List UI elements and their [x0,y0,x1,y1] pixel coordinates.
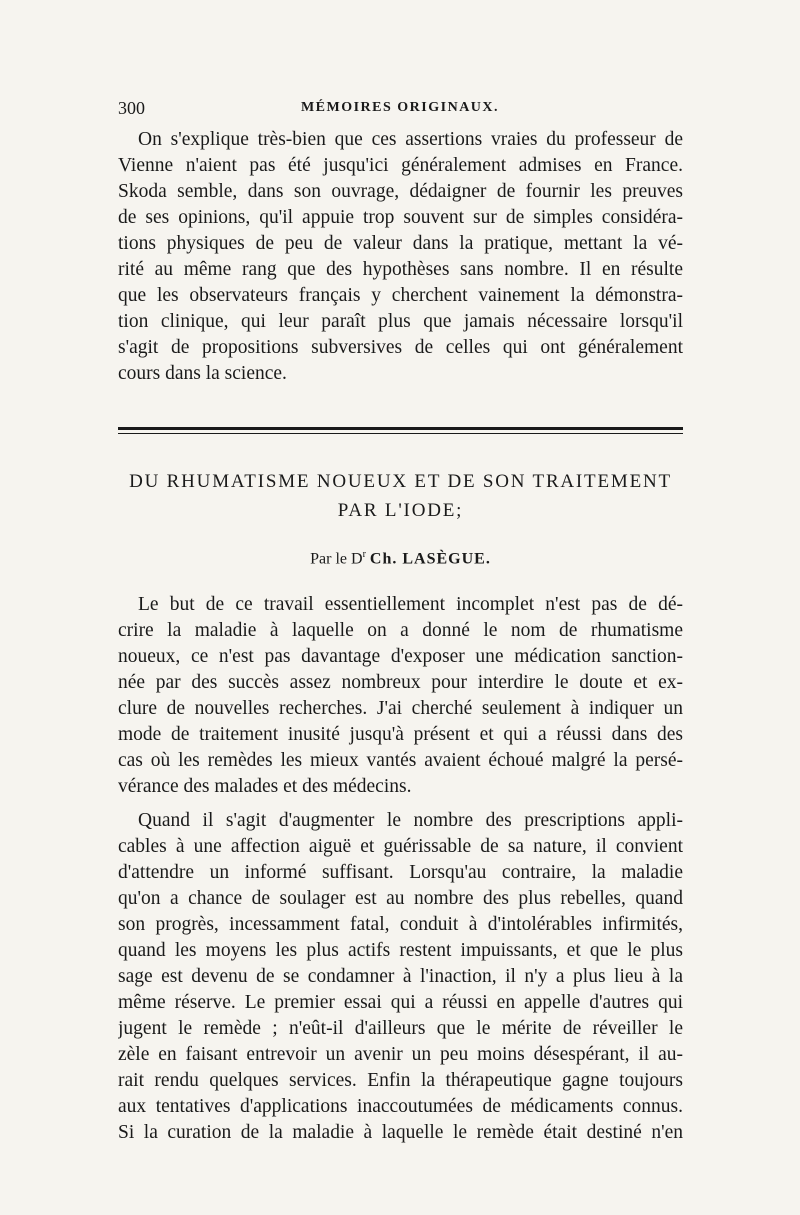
text-line: Quand il s'agit d'augmenter le nombre des prescriptions appli- [138,810,683,831]
byline-prefix: Par le D [310,550,363,568]
divider-thin-rule [118,433,683,434]
text-line: Si la curation de la maladie à laquelle le remède était destiné n'en [118,1122,683,1143]
text-line: son progrès, incessamment fatal, conduit à d'intolérables infirmités, [118,914,683,935]
intro-paragraph [118,127,683,387]
text-line: rait rendu quelques services. Enfin la thérapeutique gagne toujours [118,1070,683,1091]
page-number: 300 [118,98,145,118]
byline-superscript: r [362,549,366,560]
article-title-line-2: PAR L'IODE; [337,500,464,521]
article-paragraph-2 [118,808,683,1146]
article-title-line-1: DU RHUMATISME NOUEUX ET DE SON TRAITEMENT [129,471,672,492]
text-line: sage est devenu de se condamner à l'inaction, il n'y a plus lieu à la [118,966,683,987]
running-title: MÉMOIRES ORIGINAUX. [300,100,500,115]
running-head [118,96,682,120]
text-line: née par des succès assez nombreux pour interdire le doute et ex- [118,672,683,693]
text-line: vérance des malades et des médecins. [118,776,412,797]
byline [118,543,683,571]
text-line: s'agit de propositions subversives de celles qui ont généralement [118,337,683,358]
text-line: clure de nouvelles recherches. J'ai cherché seulement à indiquer un [118,698,683,719]
text-line: que les observateurs français y cherchent vainement la démonstra- [118,285,683,306]
text-line: crire la maladie à laquelle on a donné le nom de rhumatisme [118,620,683,641]
text-line: mode de traitement inusité jusqu'à présent et qui a réussi dans des [118,724,683,745]
text-line: On s'explique très-bien que ces assertions vraies du professeur de [138,129,683,150]
text-line: zèle en faisant entrevoir un avenir un peu moins désespérant, il au- [118,1044,683,1065]
divider-thick-rule [118,427,683,430]
text-line: jugent le remède ; n'eût-il d'ailleurs que le mérite de réveiller le [118,1018,683,1039]
text-line: qu'on a chance de soulager est au nombre des plus rebelles, quand [118,888,683,909]
text-line: d'attendre un informé suffisant. Lorsqu'au contraire, la maladie [118,862,683,883]
text-line: cables à une affection aiguë et guérissable de sa nature, il convient [118,836,683,857]
text-line: noueux, ce n'est pas davantage d'exposer une médication sanction- [118,646,683,667]
author-name: Ch. LASÈGUE. [369,550,491,568]
text-line: même réserve. Le premier essai qui a réussi en appelle d'autres qui [118,992,683,1013]
text-line: de ses opinions, qu'il appuie trop souvent sur de simples considéra- [118,207,683,228]
section-divider [118,427,683,434]
text-line: quand les moyens les plus actifs restent impuissants, et que le plus [118,940,683,961]
text-line: cas où les remèdes les mieux vantés avaient échoué malgré la persé- [118,750,683,771]
article-paragraph-1 [118,592,683,800]
text-line: tion clinique, qui leur paraît plus que jamais nécessaire lorsqu'il [118,311,683,332]
text-line: aux tentatives d'applications inaccoutumées de médicaments connus. [118,1096,683,1117]
text-line: tions physiques de peu de valeur dans la pratique, mettant la vé- [118,233,683,254]
text-line: Vienne n'aient pas été jusqu'ici généralement admises en France. [118,155,683,176]
text-line: Le but de ce travail essentiellement incomplet n'est pas de dé- [138,594,683,615]
text-line: Skoda semble, dans son ouvrage, dédaigner de fournir les preuves [118,181,683,202]
text-line: cours dans la science. [118,363,287,384]
text-line: rité au même rang que des hypothèses sans nombre. Il en résulte [118,259,683,280]
